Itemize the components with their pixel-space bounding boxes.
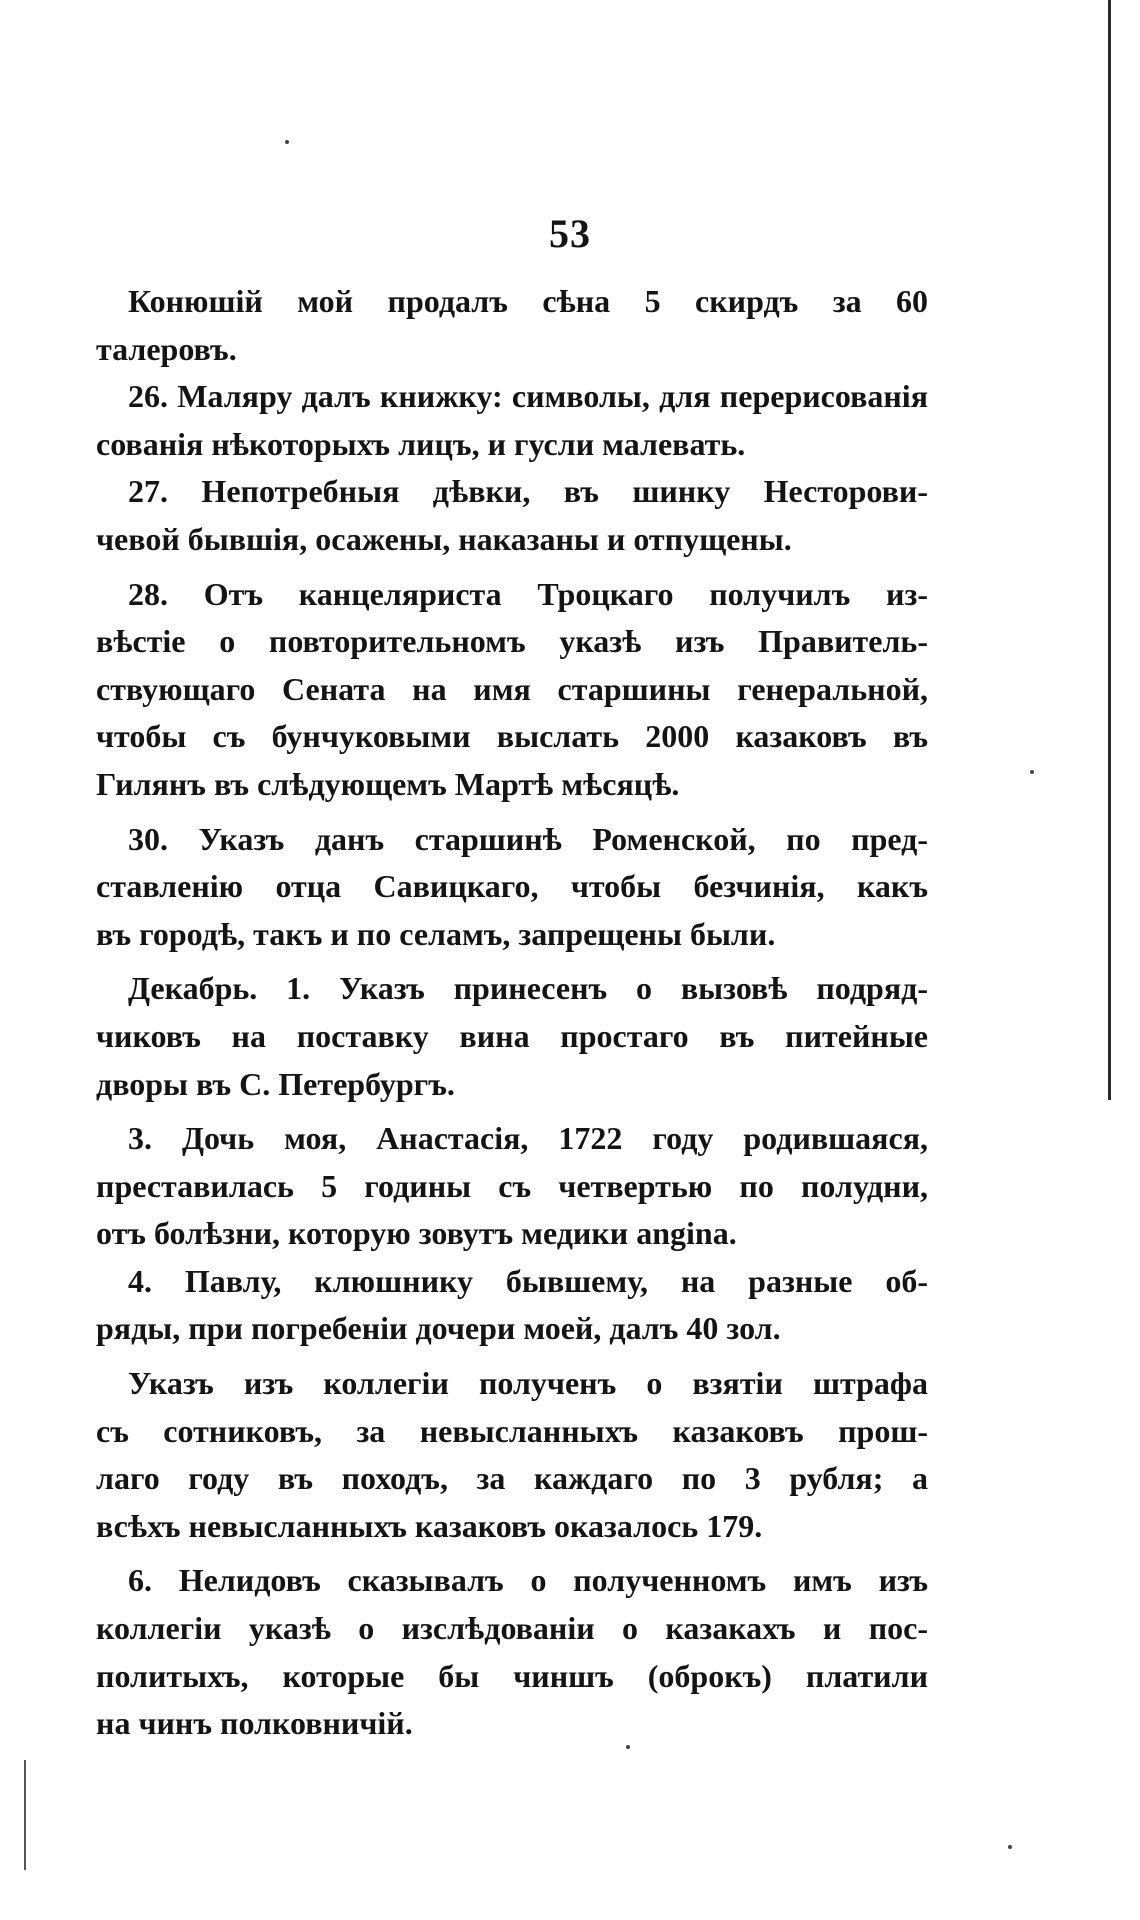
text-line: Гилянъ въ слѣдующемъ Мартѣ мѣсяцѣ. (96, 765, 680, 802)
text-line: 3. Дочь моя, Анастасія, 1722 году родившаяся, (128, 1120, 928, 1157)
text-line: отъ болѣзни, которую зовутъ медики angina. (96, 1215, 737, 1252)
text-line: вѣстіе о повторительномъ указѣ изъ Правитель- (96, 623, 928, 660)
scan-speck (1008, 1845, 1012, 1849)
text-line: коллегіи указѣ о изслѣдованіи о казакахъ и пос- (96, 1610, 928, 1647)
text-line: политыхъ, которые бы чиншъ (оброкъ) платили (96, 1657, 928, 1694)
text-line: 27. Непотребныя дѣвки, въ шинку Несторови- (128, 473, 928, 510)
text-line: дворы въ С. Петербургъ. (96, 1065, 455, 1102)
scan-speck (285, 140, 289, 144)
text-line: 4. Павлу, клюшнику бывшему, на разные об- (128, 1262, 928, 1299)
scan-speck (1030, 770, 1034, 774)
text-line: чиковъ на поставку вина простаго въ питейные (96, 1017, 928, 1054)
body-text (96, 278, 928, 1748)
text-line: талеровъ. (96, 330, 237, 367)
text-line: 6. Нелидовъ сказывалъ о полученномъ имъ изъ (128, 1562, 928, 1599)
text-line: 28. Отъ канцеляриста Троцкаго получилъ из- (128, 575, 928, 612)
text-line: чтобы съ бунчуковыми выслать 2000 казаковъ въ (96, 718, 928, 755)
scan-edge-line (24, 1760, 26, 1870)
text-line: сованія нѣкоторыхъ лицъ, и гусли малевать. (96, 425, 746, 462)
text-line: 26. Маляру далъ книжку: символы, для перерисованія (128, 378, 928, 415)
text-line: Указъ изъ коллегіи полученъ о взятіи штрафа (128, 1365, 928, 1402)
text-line: ряды, при погребеніи дочери моей, далъ 40 зол. (96, 1310, 781, 1347)
text-line: ставленію отца Савицкаго, чтобы безчинія, какъ (96, 868, 928, 905)
text-line: Конюшій мой продалъ сѣна 5 скирдъ за 60 (128, 283, 928, 319)
text-line: въ городѣ, такъ и по селамъ, запрещены были. (96, 915, 776, 952)
text-line: на чинъ полковничій. (96, 1705, 413, 1742)
text-line: 30. Указъ данъ старшинѣ Роменской, по пред- (128, 820, 928, 857)
text-line: чевой бывшія, осажены, наказаны и отпущены. (96, 520, 792, 557)
text-line: съ сотниковъ, за невысланныхъ казаковъ прош- (96, 1412, 928, 1449)
scan-edge-line (1108, 0, 1111, 1100)
text-line: преставилась 5 годины съ четвертью по полудни, (96, 1167, 928, 1204)
page-number: 53 (549, 211, 591, 256)
text-line: ствующаго Сената на имя старшины генеральной, (96, 670, 928, 707)
text-line: Декабрь. 1. Указъ принесенъ о вызовѣ подряд- (128, 970, 928, 1007)
text-line: лаго году въ походъ, за каждаго по 3 рубля; а (96, 1460, 928, 1497)
text-line: всѣхъ невысланныхъ казаковъ оказалось 179. (96, 1507, 763, 1544)
